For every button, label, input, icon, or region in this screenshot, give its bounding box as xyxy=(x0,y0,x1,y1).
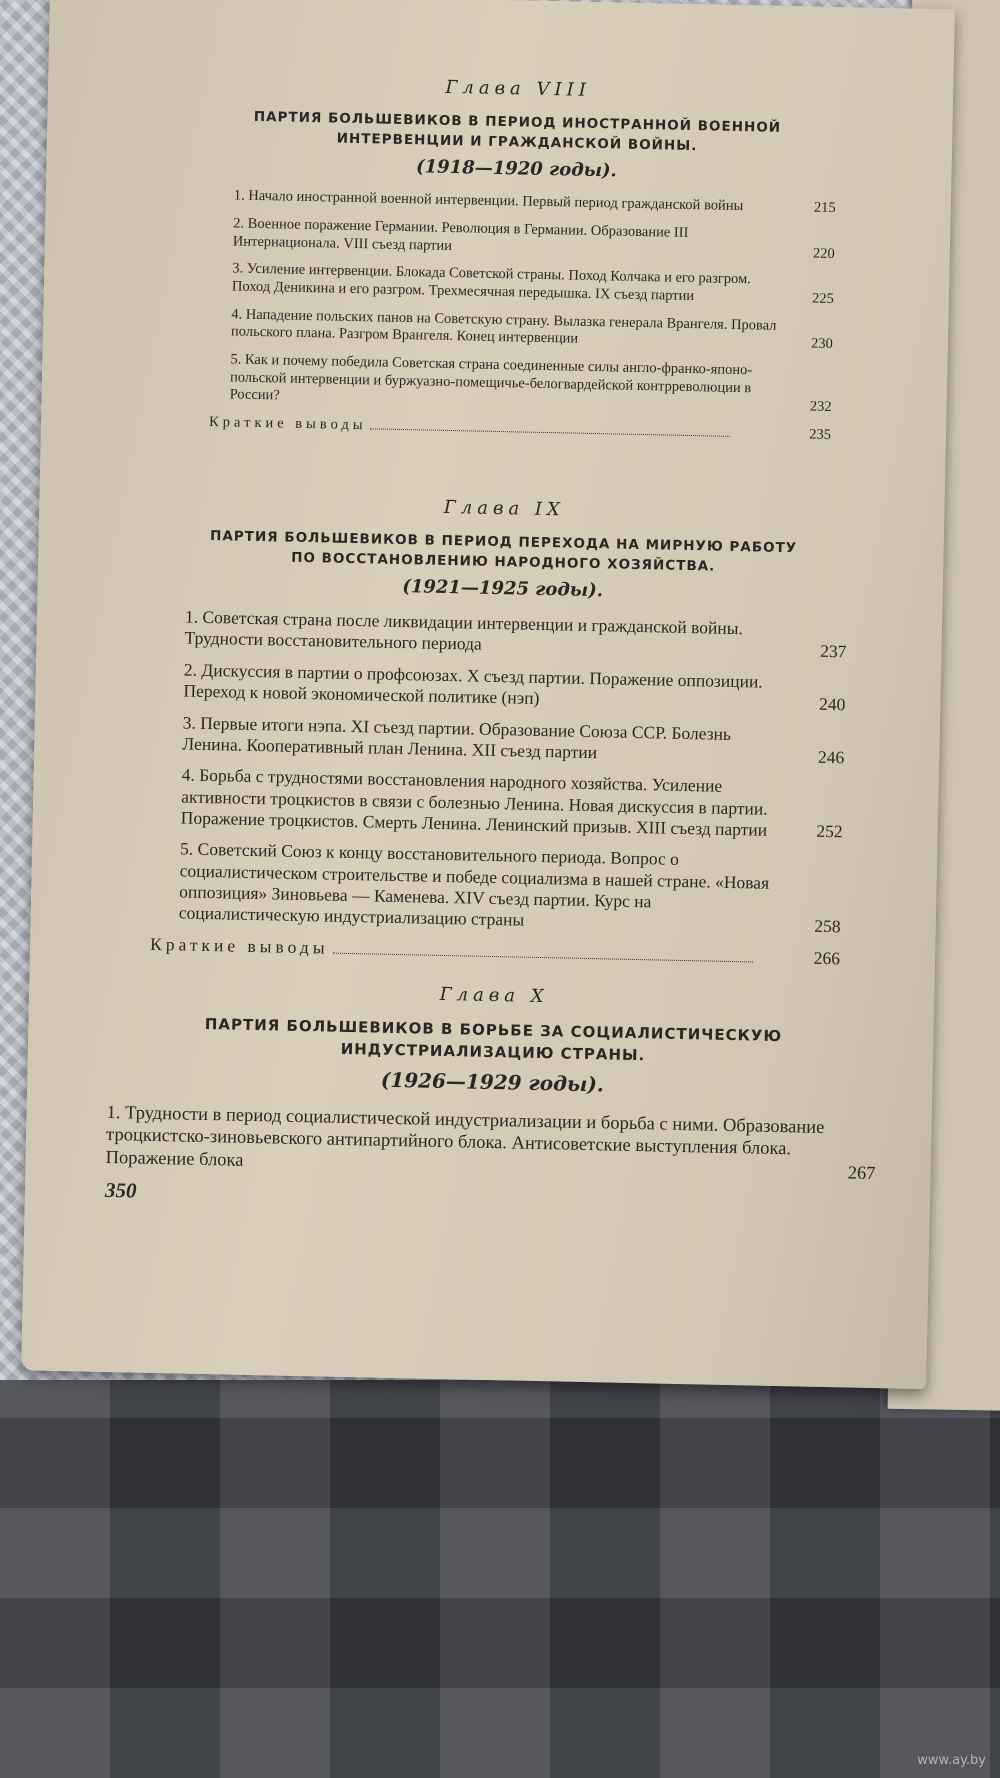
chapter-9-heading xyxy=(158,491,850,607)
toc-summary xyxy=(209,414,831,445)
chapter-10-heading xyxy=(107,977,879,1102)
toc-entry xyxy=(234,188,836,218)
chapter-8-section xyxy=(191,72,839,455)
toc-entry-text: 1. Советская страна после ликвидации интервенции и гражданской войны. Трудности восстановительного периода xyxy=(184,606,744,655)
chapter-years: (1926—1929 годы). xyxy=(380,1067,605,1096)
dot-leader xyxy=(333,952,753,962)
toc-entry-text: 2. Дискуссия в партии о профсоюзах. X съезд партии. Поражение оппозиции. Переход к новой экономической политике (нэп) xyxy=(183,659,763,709)
toc-entry-page: 252 xyxy=(816,820,843,842)
toc-entries xyxy=(105,1101,876,1185)
chapter-title-line: ИНТЕРВЕНЦИИ И ГРАЖДАНСКОЙ ВОЙНЫ. xyxy=(336,130,698,154)
chapter-8-heading xyxy=(196,72,838,187)
toc-entry-page: 225 xyxy=(811,290,834,307)
toc-entry-text: 1. Начало иностранной военной интервенции. Первый период гражданской войны xyxy=(233,187,744,215)
toc-summary xyxy=(150,933,840,969)
toc-entry-page: 258 xyxy=(814,915,841,937)
toc-summary-page: 235 xyxy=(809,426,832,443)
chapter-label: Глава X xyxy=(439,983,549,1008)
toc-entries xyxy=(150,606,847,969)
toc-entry-page: 215 xyxy=(813,199,836,217)
toc-entry-text: 4. Борьба с трудностями восстановления народного хозяйства. Усиление активности троцкистов в связи с болезнью Ленина. Новая дискуссия в партии. Поражение троцкистов. Смерть Ленина. Ленинский призыв. XIII съезд партии xyxy=(180,764,768,840)
toc-summary-text: Краткие выводы xyxy=(208,413,367,434)
chapter-title-line: ИНДУСТРИАЛИЗАЦИЮ СТРАНЫ. xyxy=(340,1039,646,1064)
toc-entry xyxy=(232,261,835,309)
chapter-label: Глава IX xyxy=(443,496,566,521)
toc-entry-text: 2. Военное поражение Германии. Революция в Германии. Образование III Интернационала. VIII съезд партии xyxy=(232,215,689,254)
chapter-label: Глава VIII xyxy=(445,76,592,101)
toc-entry-page: 240 xyxy=(818,693,846,715)
toc-entry xyxy=(184,607,847,664)
toc-entry xyxy=(105,1101,876,1185)
toc-summary-page: 266 xyxy=(813,947,841,968)
chapter-9-section xyxy=(150,491,850,979)
toc-entries xyxy=(191,187,836,445)
chapter-years: (1921—1925 годы). xyxy=(402,576,604,602)
toc-entry-text: 3. Первые итоги нэпа. XI съезд партии. Образование Союза ССР. Болезнь Ленина. Кооперативный план Ленина. XII съезд партии xyxy=(182,711,732,762)
dot-leader xyxy=(370,428,730,437)
toc-entry xyxy=(231,306,834,354)
toc-entry-text: 3. Усиление интервенции. Блокада Советской страны. Поход Колчака и его разгром. Поход Деникина и его разгром. Трехмесячная передышка. IX съезд партии xyxy=(231,260,752,304)
toc-entry-text: 5. Советский Союз к концу восстановительного периода. Вопрос о социалистическом строительстве и победе социализма в нашей стране. «Новая оппозиция» Зиновьева — Каменева. XIV съезд партии. Курс на социалистическую индустриализацию страны xyxy=(178,838,770,930)
toc-entry xyxy=(179,839,843,938)
toc-entry-page: 267 xyxy=(847,1163,876,1184)
toc-entry xyxy=(229,351,832,417)
chapter-title-line: ПАРТИЯ БОЛЬШЕВИКОВ В БОРЬБЕ ЗА СОЦИАЛИСТИЧЕСКУЮ xyxy=(204,1014,783,1046)
watermark: www.ay.by xyxy=(917,1753,986,1768)
toc-entry xyxy=(182,712,845,769)
toc-entry-text: 5. Как и почему победила Советская страна соединенные силы англо-франко-японо-польской интервенции и буржуазно-помещичье-белогвардейской контрреволюции в России? xyxy=(229,351,753,404)
chapter-title-line: ПАРТИЯ БОЛЬШЕВИКОВ В ПЕРИОД ИНОСТРАННОЙ ВОЕННОЙ xyxy=(253,108,782,136)
chapter-title-line: ПО ВОССТАНОВЛЕНИЮ НАРОДНОГО ХОЗЯЙСТВА. xyxy=(291,549,716,575)
chapter-10-section xyxy=(105,977,879,1195)
toc-entry xyxy=(183,659,846,716)
page-number: 350 xyxy=(104,1177,137,1203)
toc-summary-text: Краткие выводы xyxy=(149,933,329,958)
toc-entry-text: 4. Нападение польских панов на Советскую страну. Вылазка генерала Врангеля. Провал польского плана. Разгром Врангеля. Конец интервенции xyxy=(230,305,777,347)
toc-entry-page: 246 xyxy=(817,746,845,768)
toc-entry-page: 232 xyxy=(809,398,832,416)
toc-entry-page: 230 xyxy=(810,335,834,353)
toc-entry xyxy=(233,215,836,263)
toc-entry-page: 220 xyxy=(812,245,835,262)
chapter-title-line: ПАРТИЯ БОЛЬШЕВИКОВ В ПЕРИОД ПЕРЕХОДА НА МИРНУЮ РАБОТУ xyxy=(209,527,798,557)
chapter-years: (1918—1920 годы). xyxy=(415,156,618,182)
toc-entry-page: 237 xyxy=(819,641,847,662)
toc-entry xyxy=(181,765,844,843)
toc-entry-text: 1. Трудности в период социалистической индустриализации и борьба с ними. Образование троцкистско-зиновьевского антипартийного блока. Антисоветские выступления блока. Поражение блока xyxy=(105,1102,825,1171)
book-page xyxy=(21,0,955,1389)
